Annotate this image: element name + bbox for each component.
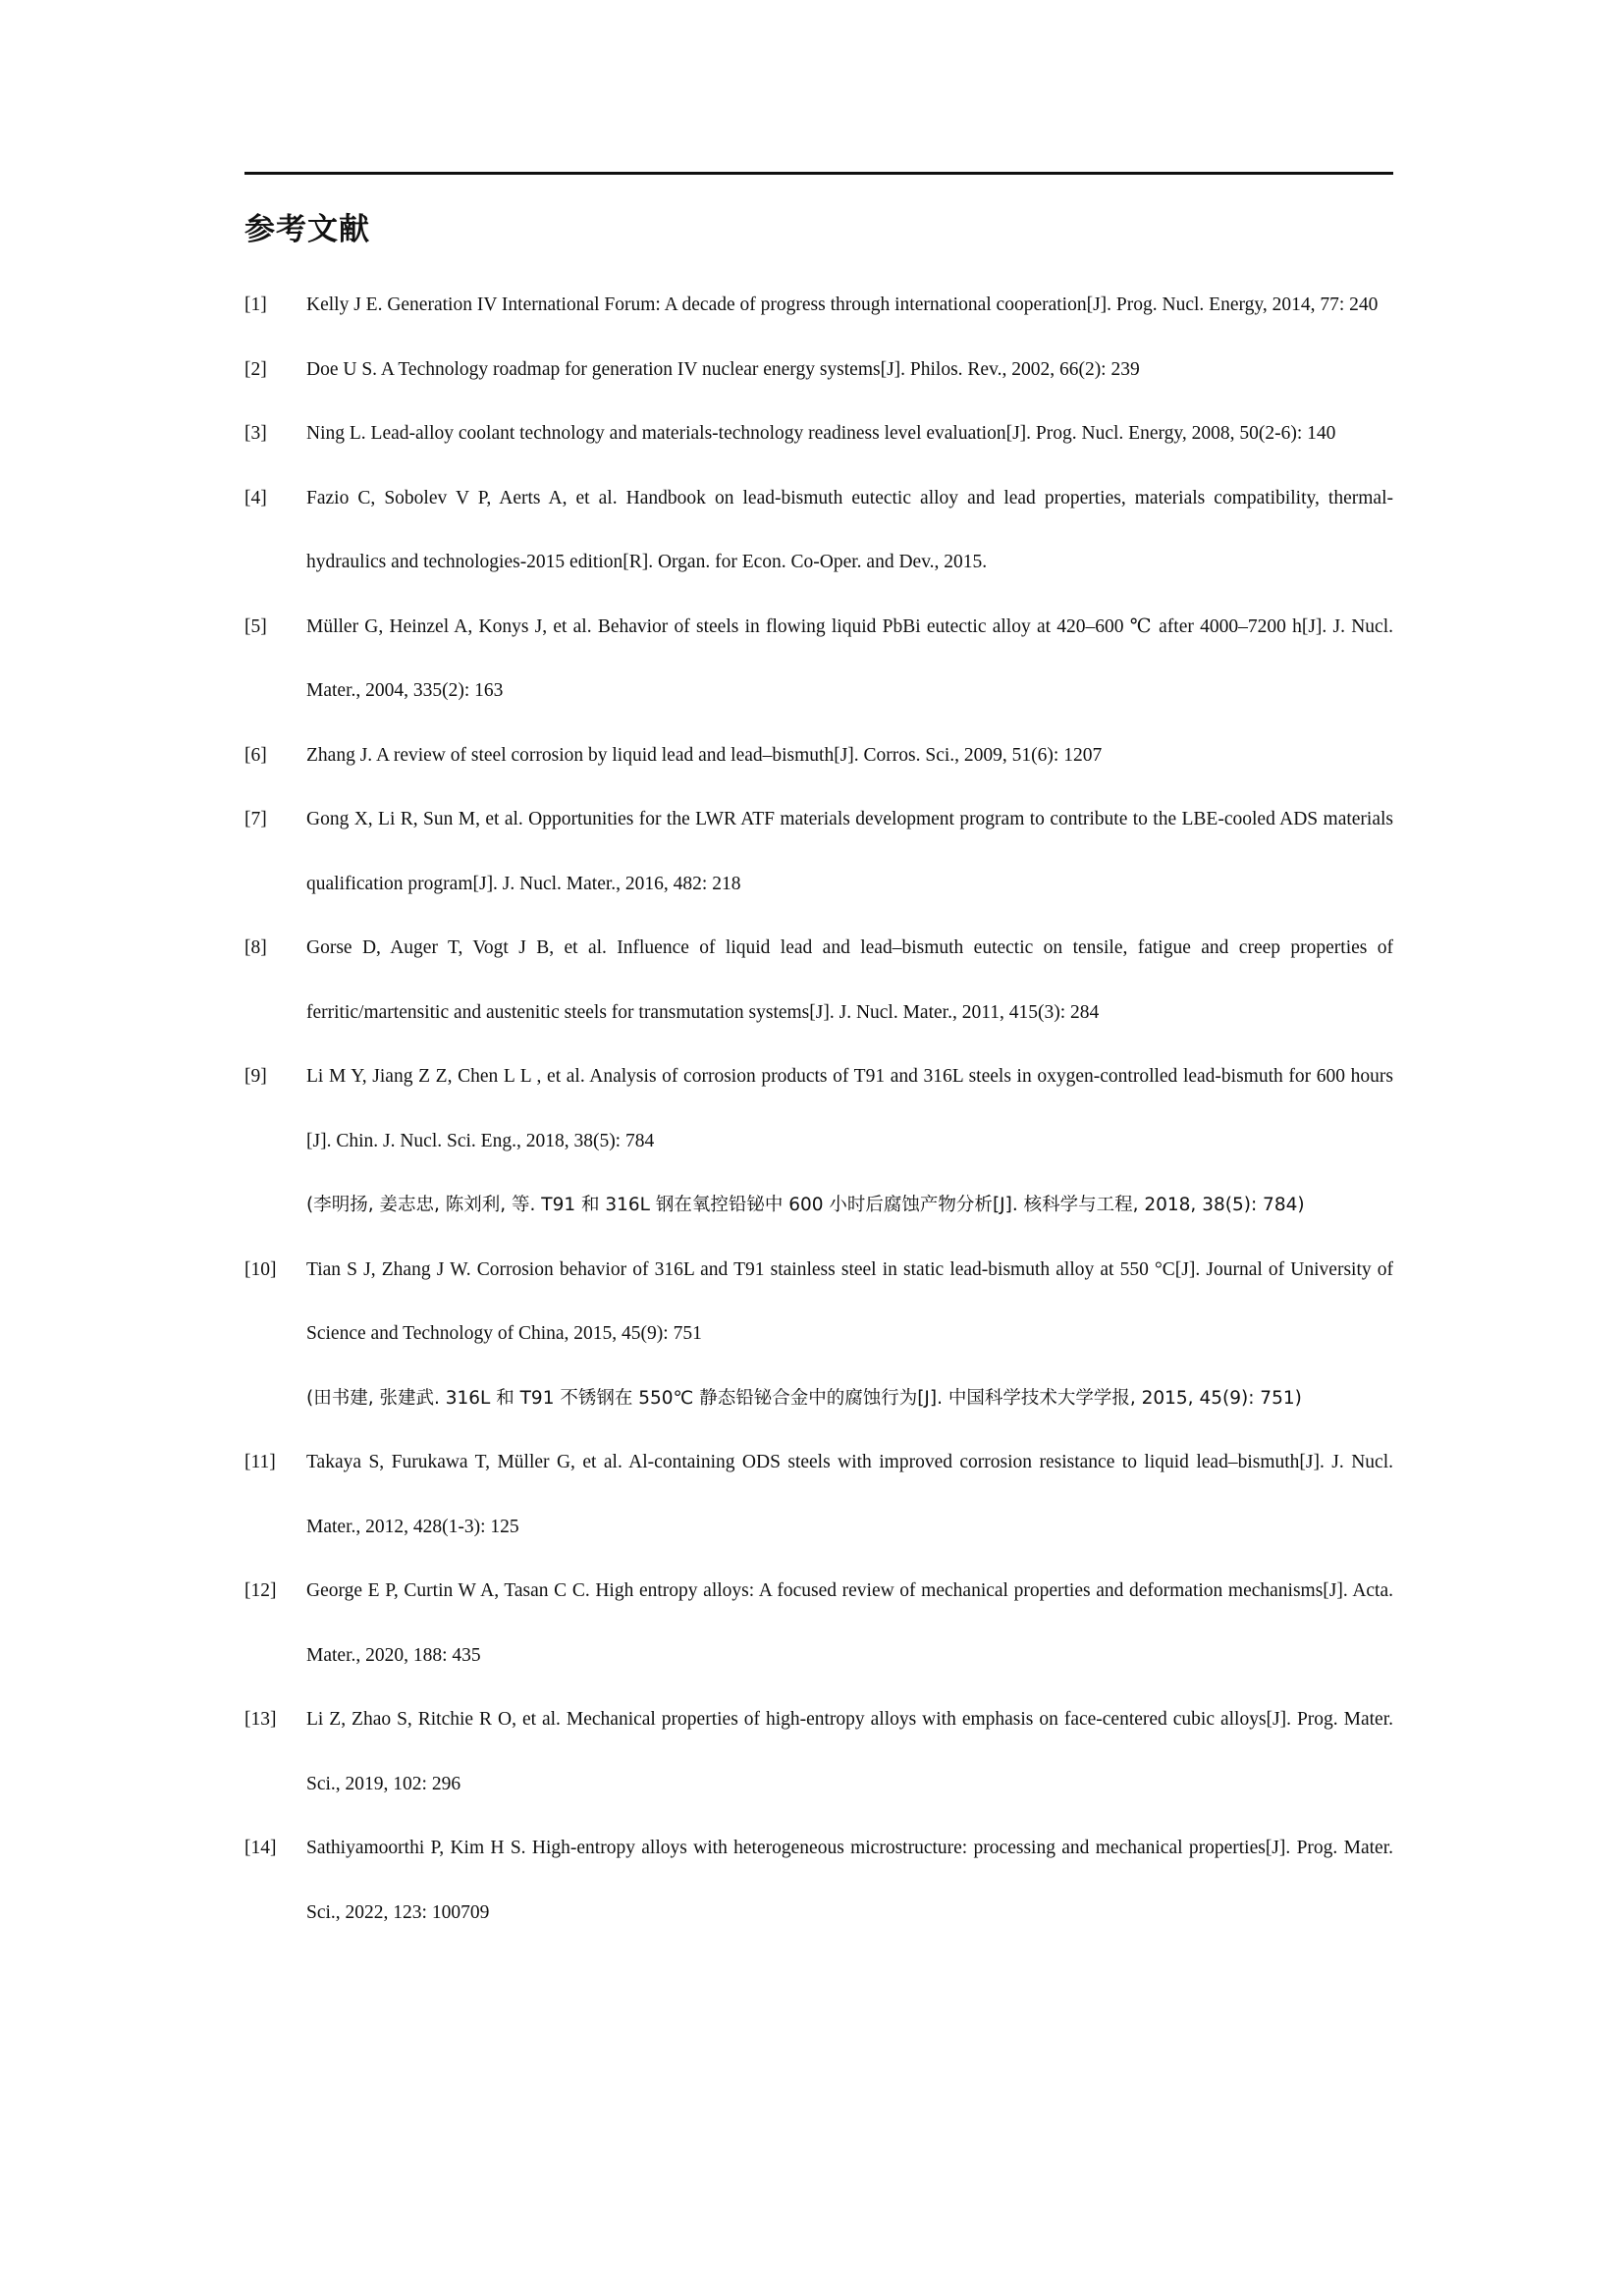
reference-label: [2] — [244, 358, 267, 380]
reference-label: [3] — [244, 423, 267, 444]
reference-text: George E P, Curtin W A, Tasan C C. High entropy alloys: A focused review of mechanical properties and deformation mechanisms[J]. Acta. Mater., 2020, 188: 435 — [306, 1580, 1393, 1666]
reference-label: [11] — [244, 1452, 276, 1472]
reference-5 — [244, 595, 1393, 723]
reference-9 — [244, 1044, 1393, 1238]
reference-2 — [244, 338, 1393, 402]
reference-label: [1] — [244, 294, 267, 315]
reference-10 — [244, 1238, 1393, 1431]
reference-label: [5] — [244, 615, 267, 637]
reference-text: Kelly J E. Generation IV International Forum: A decade of progress through international cooperation[J]. Prog. Nucl. Energy, 2014, 77: 240 — [306, 294, 1379, 315]
reference-14 — [244, 1816, 1393, 1945]
reference-4 — [244, 466, 1393, 595]
reference-text: Doe U S. A Technology roadmap for generation IV nuclear energy systems[J]. Philos. Rev., 2002, 66(2): 239 — [306, 358, 1140, 380]
reference-text: Li Z, Zhao S, Ritchie R O, et al. Mechanical properties of high-entropy alloys with emphasis on face-centered cubic alloys[J]. Prog. Mater. Sci., 2019, 102: 296 — [306, 1709, 1393, 1794]
reference-text: Takaya S, Furukawa T, Müller G, et al. Al-containing ODS steels with improved corrosion resistance to liquid lead–bismuth[J]. J. Nucl. Mater., 2012, 428(1-3): 125 — [306, 1452, 1393, 1537]
reference-label: [10] — [244, 1258, 277, 1280]
reference-text: Fazio C, Sobolev V P, Aerts A, et al. Handbook on lead-bismuth eutectic alloy and lead properties, materials compatibility, thermal-hydraulics and technologies-2015 edition[R]. Organ. for Econ. Co-Oper. and Dev., 2015. — [306, 487, 1393, 572]
references-heading: 参考文献 — [244, 212, 370, 247]
reference-text: Müller G, Heinzel A, Konys J, et al. Behavior of steels in flowing liquid PbBi eutectic alloy at 420–600 ℃ after 4000–7200 h[J]. J. Nucl. Mater., 2004, 335(2): 163 — [306, 615, 1393, 701]
reference-label: [9] — [244, 1066, 267, 1087]
reference-label: [6] — [244, 744, 267, 766]
reference-label: [14] — [244, 1838, 277, 1858]
reference-label: [13] — [244, 1709, 277, 1730]
header-rule — [244, 172, 1393, 175]
reference-text: Ning L. Lead-alloy coolant technology and materials-technology readiness level evaluation[J]. Prog. Nucl. Energy, 2008, 50(2-6): 140 — [306, 423, 1336, 444]
reference-text: Gorse D, Auger T, Vogt J B, et al. Influence of liquid lead and lead–bismuth eutectic on tensile, fatigue and creep properties of ferritic/martensitic and austenitic steels for transmutation systems[J]. J. Nucl. Mater., 2011, 415(3): 284 — [306, 937, 1393, 1023]
reference-list — [244, 273, 1393, 1945]
reference-text: Tian S J, Zhang J W. Corrosion behavior of 316L and T91 stainless steel in static lead-bismuth alloy at 550 °C[J]. Journal of University of Science and Technology of China, 2015, 45(9): 751 — [306, 1258, 1393, 1344]
reference-text: Li M Y, Jiang Z Z, Chen L L , et al. Analysis of corrosion products of T91 and 316L steels in oxygen-controlled lead-bismuth for 600 hours [J]. Chin. J. Nucl. Sci. Eng., 2018, 38(5): 784 — [306, 1066, 1393, 1151]
reference-label: [7] — [244, 809, 267, 829]
reference-7 — [244, 787, 1393, 916]
reference-8 — [244, 916, 1393, 1044]
reference-6 — [244, 723, 1393, 788]
reference-13 — [244, 1687, 1393, 1816]
reference-label: [8] — [244, 937, 267, 958]
reference-text: Gong X, Li R, Sun M, et al. Opportunities for the LWR ATF materials development program to contribute to the LBE-cooled ADS materials qualification program[J]. J. Nucl. Mater., 2016, 482: 218 — [306, 809, 1393, 894]
reference-11 — [244, 1430, 1393, 1559]
reference-12 — [244, 1559, 1393, 1687]
reference-1 — [244, 273, 1393, 338]
reference-text: Zhang J. A review of steel corrosion by liquid lead and lead–bismuth[J]. Corros. Sci., 2009, 51(6): 1207 — [306, 744, 1103, 766]
reference-label: [4] — [244, 487, 267, 508]
reference-translation: (田书建, 张建武. 316L 和 T91 不锈钢在 550℃ 静态铅铋合金中的腐蚀行为[J]. 中国科学技术大学学报, 2015, 45(9): 751) — [306, 1387, 1302, 1409]
reference-label: [12] — [244, 1580, 277, 1601]
reference-3 — [244, 401, 1393, 466]
reference-translation: (李明扬, 姜志忠, 陈刘利, 等. T91 和 316L 钢在氧控铅铋中 600 小时后腐蚀产物分析[J]. 核科学与工程, 2018, 38(5): 784) — [306, 1195, 1305, 1215]
reference-text: Sathiyamoorthi P, Kim H S. High-entropy alloys with heterogeneous microstructure: processing and mechanical properties[J]. Prog. Mater. Sci., 2022, 123: 100709 — [306, 1838, 1393, 1923]
